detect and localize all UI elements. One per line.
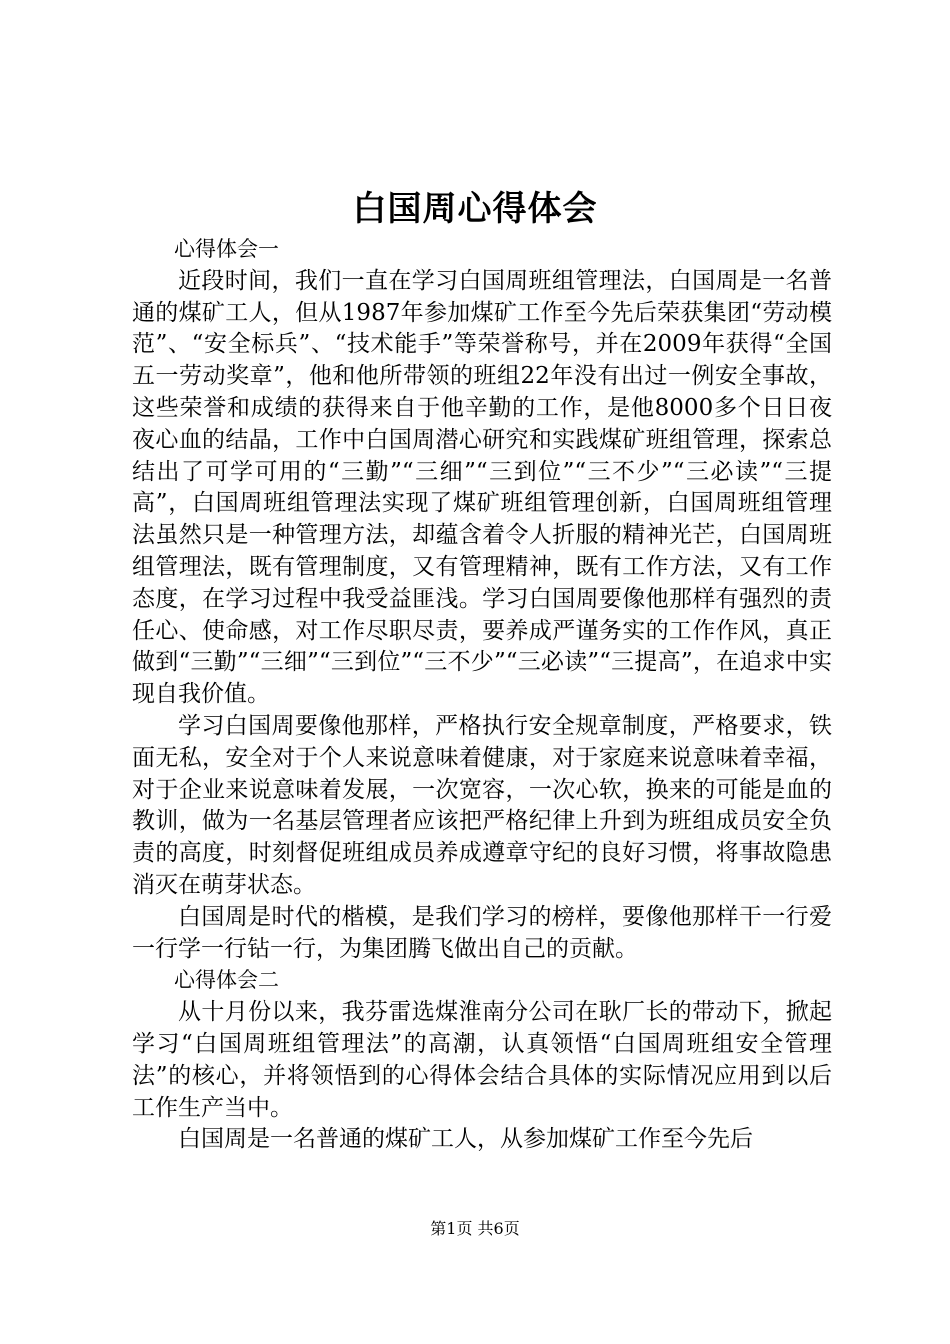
section-heading-2: 心得体会二 [174,968,279,993]
document-title: 白国周心得体会 [352,189,598,229]
document-body [132,234,832,1156]
paragraph: 白国周是一名普通的煤矿工人，从参加煤矿工作至今先后 [178,1126,753,1153]
page-number-footer: 第1页 共6页 [430,1219,520,1238]
paragraph: 学习白国周要像他那样，严格执行安全规章制度，严格要求，铁面无私，安全对于个人来说意味着健康，对于家庭来说意味着幸福，对于企业来说意味着发展，一次宽容，一次心软，换来的可能是血的教训，做为一名基层管理者应该把严格纪律上升到为班组成员安全负责的高度，时刻督促班组成员养成遵章守纪的良好习惯，将事故隐患消灭在萌芽状态。 [132,712,832,898]
paragraph: 近段时间，我们一直在学习白国周班组管理法，白国周是一名普通的煤矿工人，但从1987年参加煤矿工作至今先后荣获集团“劳动模范”、“安全标兵”、“技术能手”等荣誉称号，并在2009年获得“全国五一劳动奖章”，他和他所带领的班组22年没有出过一例安全事故，这些荣誉和成绩的获得来自于他辛勤的工作，是他8000多个日日夜夜心血的结晶，工作中白国周潜心研究和实践煤矿班组管理，探索总结出了可学可用的“三勤”“三细”“三到位”“三不少”“三必读”“三提高”，白国周班组管理法实现了煤矿班组管理创新，白国周班组管理法虽然只是一种管理方法，却蕴含着令人折服的精神光芒，白国周班组管理法，既有管理制度，又有管理精神，既有工作方法，又有工作态度，在学习过程中我受益匪浅。学习白国周要像他那样有强烈的责任心、使命感，对工作尽职尽责，要养成严谨务实的工作作风，真正做到“三勤”“三细”“三到位”“三不少”“三必读”“三提高”，在追求中实现自我价值。 [132,267,832,708]
paragraph: 从十月份以来，我芬雷选煤淮南分公司在耿厂长的带动下，掀起学习“白国周班组管理法”的高潮，认真领悟“白国周班组安全管理法”的核心，并将领悟到的心得体会结合具体的实际情况应用到以后工作生产当中。 [132,999,832,1121]
paragraph: 白国周是时代的楷模，是我们学习的榜样，要像他那样干一行爱一行学一行钻一行，为集团腾飞做出自己的贡献。 [132,903,832,962]
section-heading-1: 心得体会一 [174,237,279,261]
